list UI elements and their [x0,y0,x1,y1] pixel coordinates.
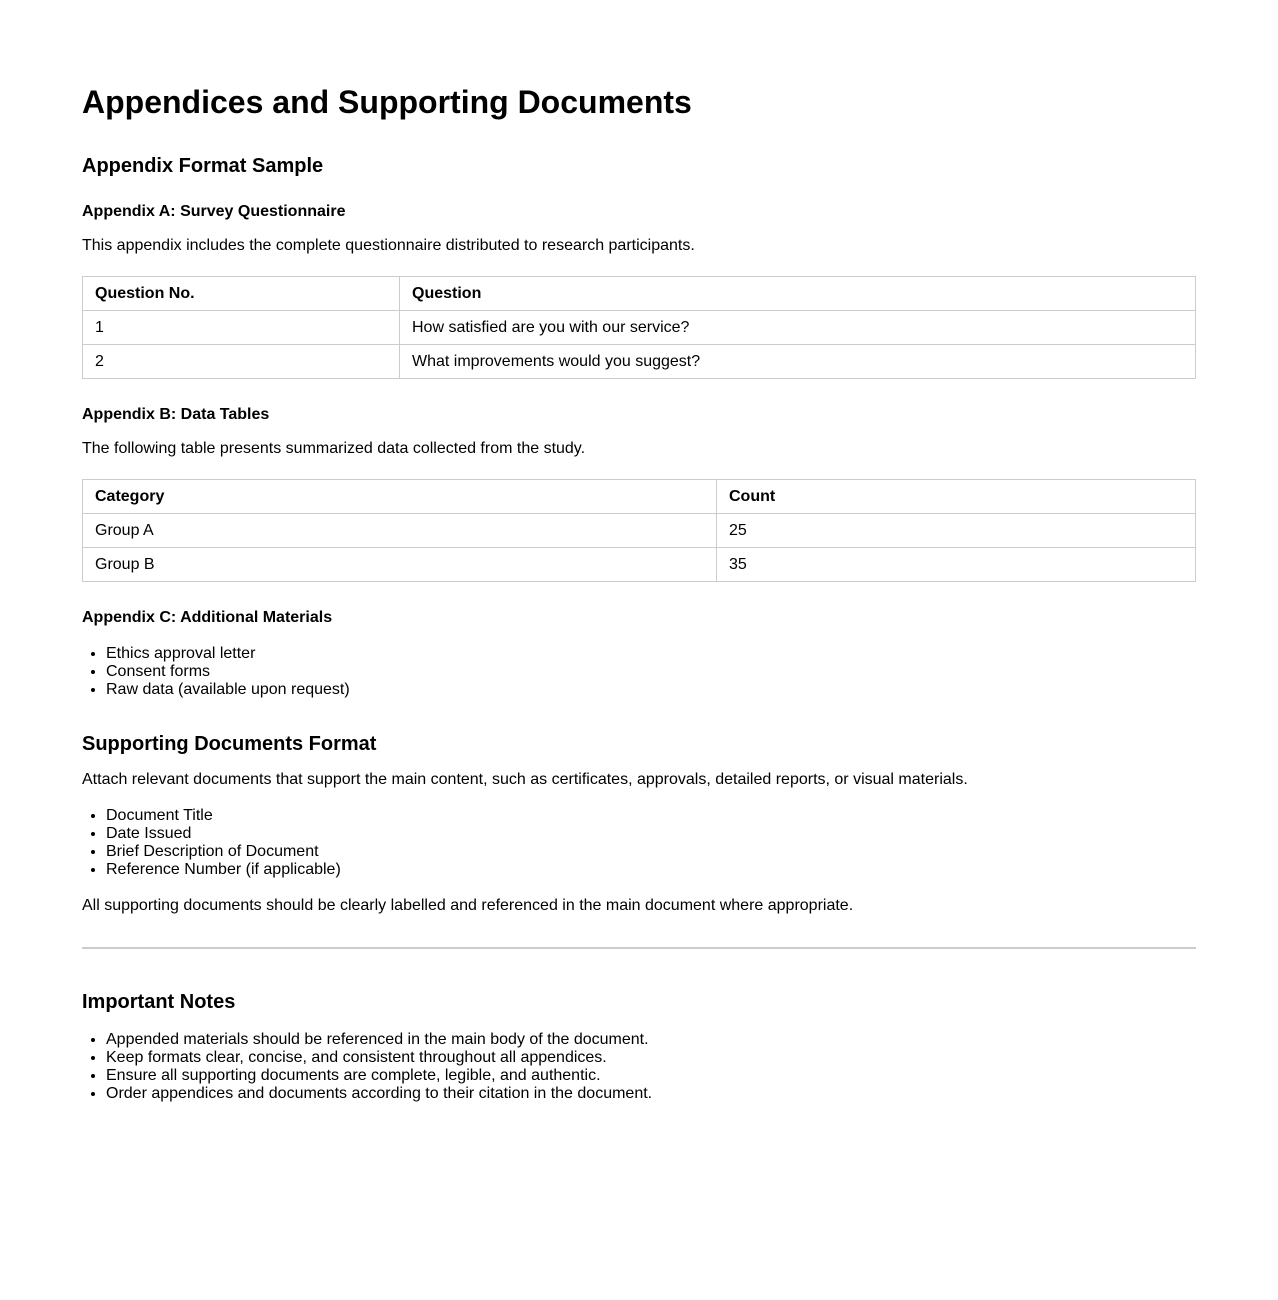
appendix-a-intro: This appendix includes the complete questionnaire distributed to research participants. [82,237,695,254]
additional-materials-list [82,645,350,699]
column-header: Count [717,480,1196,514]
important-notes-heading: Important Notes [82,991,236,1013]
list-item: • Reference Number (if applicable) [106,861,341,879]
list-item: • Brief Description of Document [106,843,341,861]
list-item: • Consent forms [106,663,350,681]
list-item: • Order appendices and documents according to their citation in the document. [106,1085,652,1103]
appendix-a-heading: Appendix A: Survey Questionnaire [82,203,346,220]
table-cell: Group A [83,514,717,548]
data-summary-table [82,479,1196,582]
column-header: Question No. [83,277,400,311]
survey-questionnaire-table [82,276,1196,379]
table-row [83,514,1196,548]
list-item: • Raw data (available upon request) [106,681,350,699]
supporting-documents-intro: Attach relevant documents that support the main content, such as certificates, approvals, detailed reports, or visual materials. [82,771,968,788]
table-cell: 2 [83,345,400,379]
supporting-documents-heading: Supporting Documents Format [82,733,377,755]
list-item: • Document Title [106,807,341,825]
column-header: Question [400,277,1196,311]
table-row [83,548,1196,582]
appendix-format-heading: Appendix Format Sample [82,155,324,177]
list-item: • Date Issued [106,825,341,843]
table-row [83,311,1196,345]
table-header-row [83,277,1196,311]
important-notes-list [82,1031,652,1103]
page-title: Appendices and Supporting Documents [82,84,692,120]
table-cell: Group B [83,548,717,582]
table-cell: What improvements would you suggest? [400,345,1196,379]
appendix-b-heading: Appendix B: Data Tables [82,406,270,423]
table-cell: 1 [83,311,400,345]
list-item: • Ethics approval letter [106,645,350,663]
list-item: • Ensure all supporting documents are complete, legible, and authentic. [106,1067,652,1085]
supporting-documents-closing: All supporting documents should be clearly labelled and referenced in the main document where appropriate. [82,897,854,914]
list-item: • Keep formats clear, concise, and consistent throughout all appendices. [106,1049,652,1067]
table-cell: How satisfied are you with our service? [400,311,1196,345]
table-row [83,345,1196,379]
table-cell: 25 [717,514,1196,548]
table-header-row [83,480,1196,514]
supporting-documents-list [82,807,341,879]
table-cell: 35 [717,548,1196,582]
appendix-b-intro: The following table presents summarized data collected from the study. [82,440,586,457]
appendix-c-heading: Appendix C: Additional Materials [82,609,333,626]
section-divider [82,947,1196,949]
list-item: • Appended materials should be referenced in the main body of the document. [106,1031,652,1049]
column-header: Category [83,480,717,514]
